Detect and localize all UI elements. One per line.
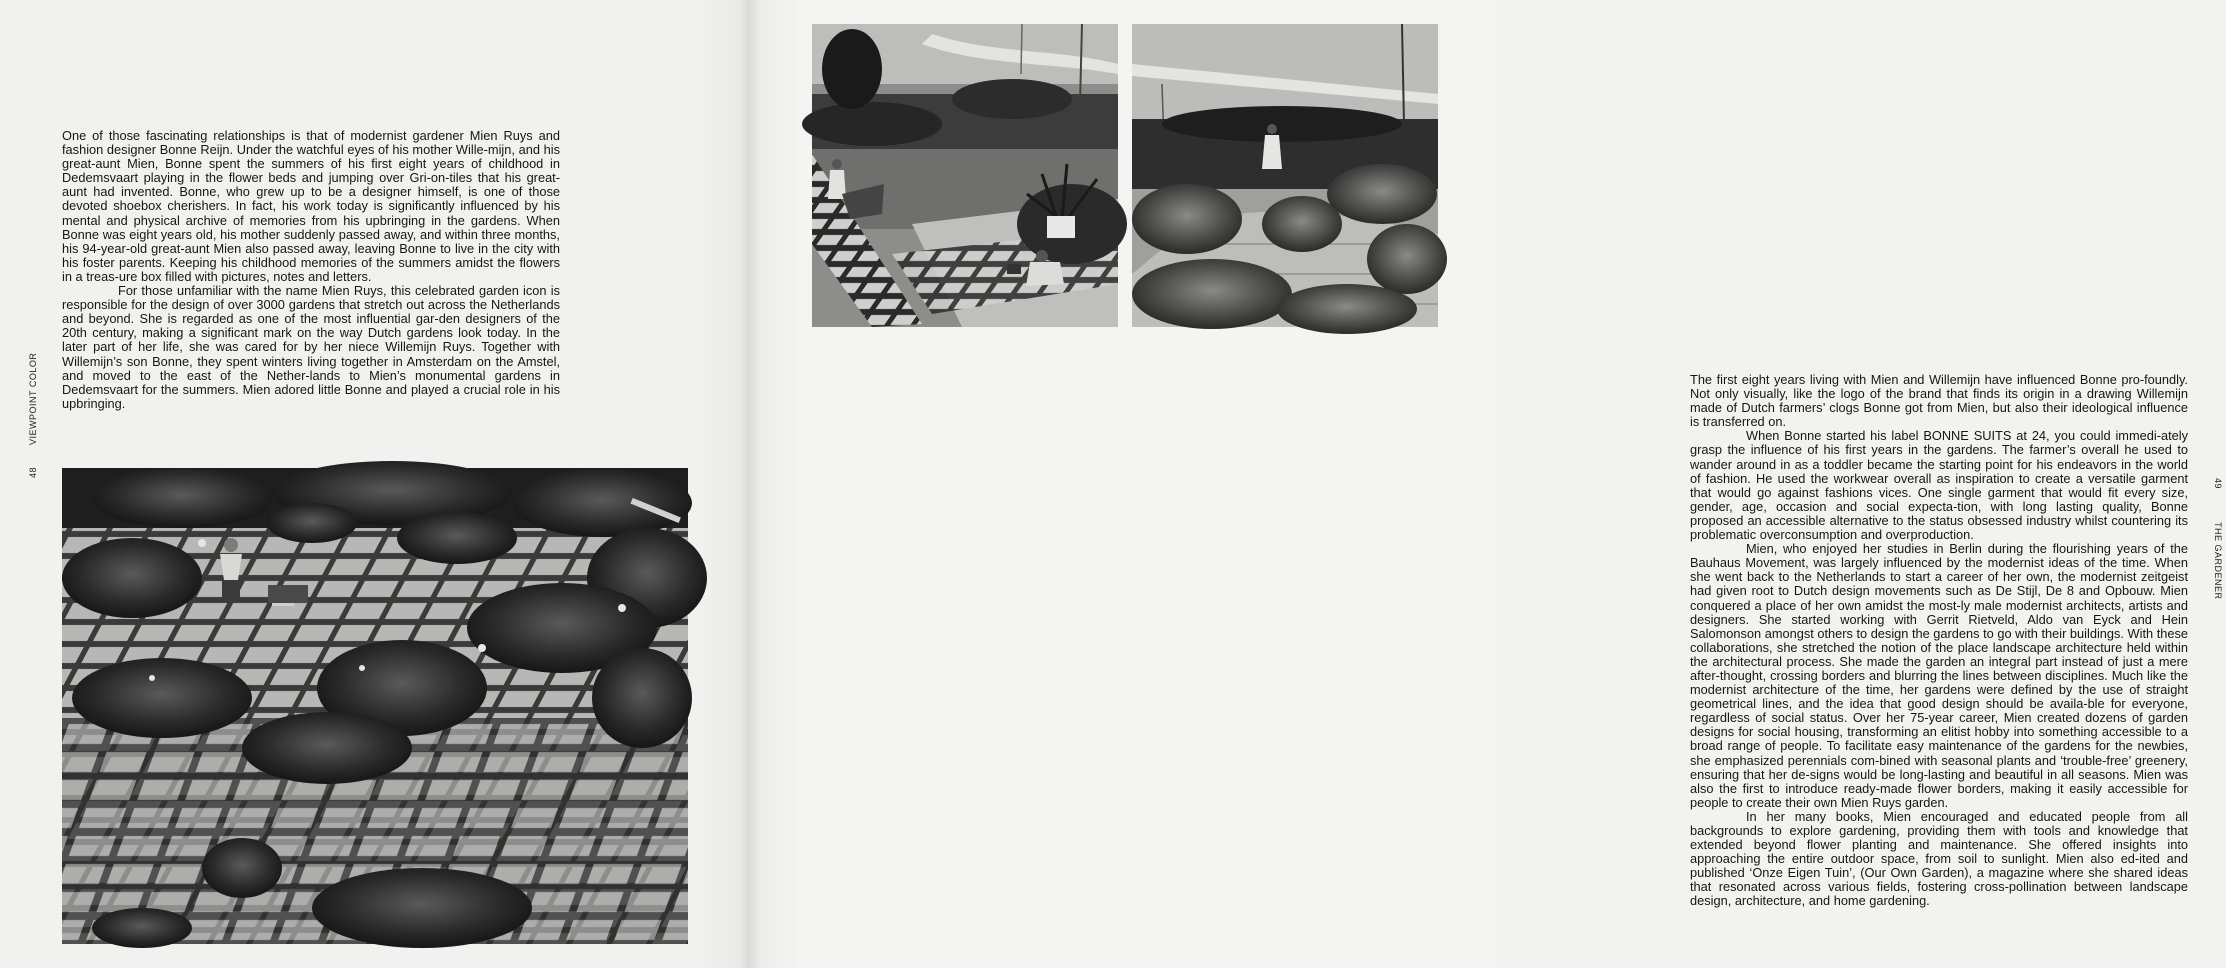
section-label: THE GARDENER xyxy=(2213,522,2223,600)
gutter-shadow xyxy=(700,0,800,968)
gardener-borders-photo xyxy=(1132,24,1438,327)
left-page xyxy=(0,0,750,968)
page-number: 48 xyxy=(28,466,38,478)
right-sidebar xyxy=(2212,478,2226,598)
left-sidebar xyxy=(25,352,39,490)
gardener-wheelbarrow-photo xyxy=(812,24,1118,327)
paragraph: For those unfamiliar with the name Mien Ruys, this celebrated garden icon is responsible for the design of over 3000 gardens that stretch out across the Netherlands and beyond. She is regarded as one of the most influential gar-den designers of the 20th century, making a significant mark on the way Dutch gardens look today. In the later part of her life, she was cared for by her niece Willemijn Ruys. Together with Willemijn’s son Bonne, they spent winters living together in Amsterdam on the Amstel, and moved to the east of the Nether-lands to Mien’s monumental gardens in Dedemsvaart for the summers. Mien adored little Bonne and played a crucial role in his upbringing. xyxy=(62,283,560,411)
right-body-text xyxy=(1690,373,2188,909)
paragraph: In her many books, Mien encouraged and educated people from all backgrounds to explore gardening, providing them with tools and knowledge that extended beyond flower planting and maintenance. She offered insights into approaching the entire outdoor space, from soil to sunlight. Mien also ed-ited and published ‘Onze Eigen Tuin’, (Our Own Garden), a magazine where she shared ideas that resonated across various fields, fostering cross-pollination between landscape design, architecture, and home gardening. xyxy=(1690,808,2188,909)
left-body-text xyxy=(62,129,560,411)
paragraph: Mien, who enjoyed her studies in Berlin during the flourishing years of the Bauhaus Movement, was largely influenced by the modernist ideas of the time. When she went back to the Netherlands to start a career of her own, the modernist zeitgeist had given root to Dutch design movements such as De Stijl, De 8 and Opbouw. Mien conquered a place of her own amidst the most-ly male modernist architects, artists and designers. She started working with Gerrit Rietveld, Aldo van Eyck and Hein Salomonson amongst others to design the gardens to go with their buildings. With these collaborations, she stretched the notion of the place landscape architecture held within the architectural process. She made the garden an integral part instead of just a mere after-thought, crossing borders and blurring the lines between disciplines. Much like the modernist architecture of the time, her gardens were defined by the use of straight geometrical lines, and the idea that good design should be availa-ble for everyone, regardless of social status. Over her 75-year career, Mien created dozens of garden designs for social housing, transforming an elitist hobby into something accessible to a broad range of people. To facilitate easy maintenance of the gardens for the newbies, she emphasized perennials com-bined with seasonal plants and ‘trouble-free’ greenery, ensuring that her de-signs would be long-lasting and beautiful in all seasons. Mien was also the first to introduce ready-made flower borders, making it easily accessible for people to create their own Mien Ruys garden. xyxy=(1690,541,2188,810)
page-number: 49 xyxy=(2213,478,2223,490)
paragraph: One of those fascinating relationships is that of modernist gardener Mien Ruys and fashion designer Bonne Reijn. Under the watchful eyes of his mother Wille-mijn, and his great-aunt Mien, Bonne spent the summers of his first eight years of childhood in Dedemsvaart playing in the flower beds and jumping over Gri-on-tiles that his great-aunt had invented. Bonne, who grew up to be a designer himself, is one of those devoted shoebox cherishers. In fact, his work today is significantly influenced by his mental and physical archive of memories from his upbringing in the gardens. When Bonne was eight years old, his mother suddenly passed away, and within three months, his 94-year-old great-aunt Mien also passed away, leaving Bonne to live in the city with his foster parents. Keeping his childhood memories of the summers amidst the flowers in a treas-ure box filled with pictures, notes and letters. xyxy=(62,128,560,284)
section-label: VIEWPOINT COLOR xyxy=(28,352,38,445)
paragraph: The first eight years living with Mien and Willemijn have influenced Bonne pro-foundly. Not only visually, like the logo of the brand that finds its origin in a drawing Willemijn made of Dutch farmers’ clogs Bonne got from Mien, but also their ideological influence is transferred on. xyxy=(1690,372,2188,430)
gardener-wheelbarrow-image xyxy=(812,24,1118,327)
gardener-borders-image xyxy=(1132,24,1438,327)
paragraph: When Bonne started his label BONNE SUITS at 24, you could immedi-ately grasp the influence of his first years in the gardens. The farmer’s overall he used to wander around in as a toddler became the starting point for his endeavors in the world of fashion. He used the workwear overall as inspiration to create a versatile garment that would go against fashions vices. One single garment that would fit every size, gender, age, occasion and social expecta-tion, with long lasting quality, Bonne proposed an accessible alternative to the status obsessed industry whilst countering its problematic overconsumption and overproduction. xyxy=(1690,428,2188,543)
garden-tiles-image xyxy=(62,468,688,944)
garden-tiles-photo xyxy=(62,468,688,944)
